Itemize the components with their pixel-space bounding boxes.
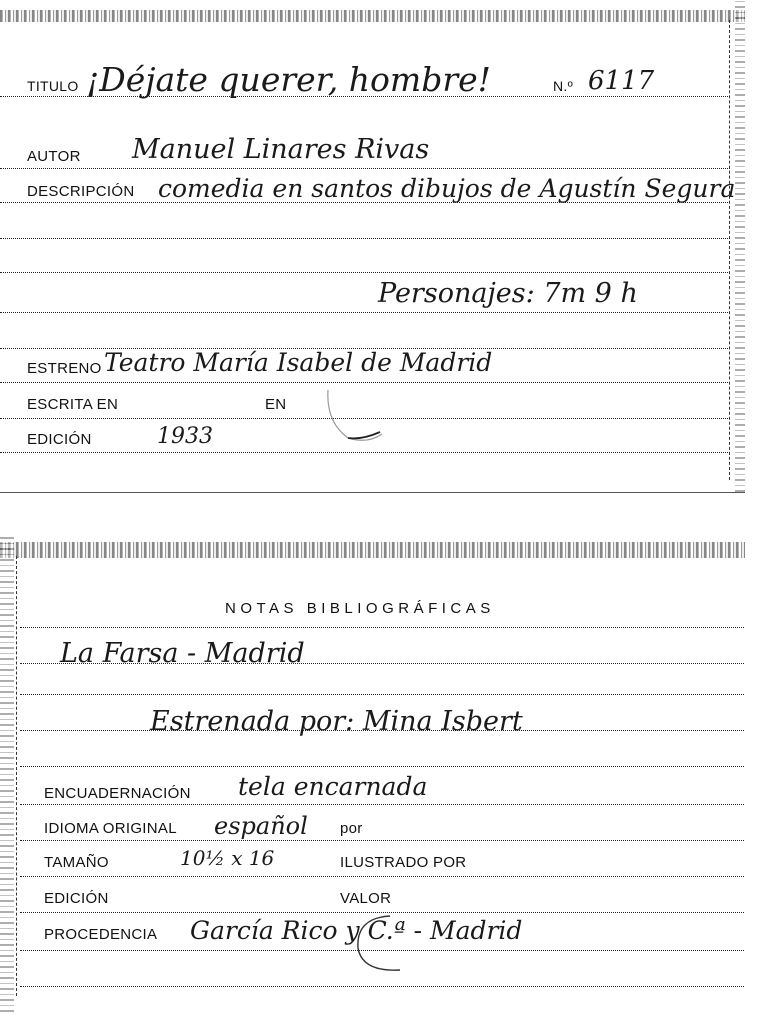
procedencia-label: PROCEDENCIA (44, 926, 158, 943)
valor-label: VALOR (340, 890, 392, 907)
idioma-label: IDIOMA ORIGINAL (44, 820, 177, 837)
idioma-line (20, 840, 744, 841)
titulo-value: ¡Déjate querer, hombre! (86, 60, 491, 99)
autor-value: Manuel Linares Rivas (132, 134, 430, 165)
idioma-por-label: por (340, 820, 363, 837)
catalog-card-front (0, 0, 745, 493)
edicion-value: 1933 (157, 424, 213, 449)
edicion-label-2: EDICIÓN (44, 890, 109, 907)
notes-line-1 (20, 627, 744, 628)
encuadernacion-label: ENCUADERNACIÓN (44, 785, 191, 802)
descripcion-line-2 (0, 238, 730, 239)
escrita-en-label: ESCRITA EN (27, 396, 119, 413)
tamano-label: TAMAÑO (44, 854, 109, 871)
idioma-value: español (214, 812, 308, 840)
notes-line-3 (20, 694, 744, 695)
edicion-line (0, 452, 730, 453)
titulo-label: TITULO (27, 78, 79, 94)
titulo-line (0, 96, 730, 97)
numero-value: 6117 (588, 66, 655, 96)
card-left-rule (16, 556, 17, 996)
estreno-value: Teatro María Isabel de Madrid (104, 348, 493, 377)
ink-mark (318, 382, 398, 450)
descripcion-line-1 (0, 202, 730, 203)
escrita-en-label-2: EN (265, 396, 287, 413)
descripcion-line-4 (0, 312, 730, 313)
ink-mark-2 (350, 908, 430, 978)
card-top-edge-texture (0, 542, 745, 558)
descripcion-line-3 (0, 272, 730, 273)
numero-label: N.º (553, 78, 574, 94)
estreno-label: ESTRENO (27, 360, 102, 377)
ilustrado-por-label: ILUSTRADO POR (340, 854, 467, 871)
tamano-value: 10½ x 16 (180, 846, 275, 870)
card-top-edge-texture (0, 10, 745, 22)
encuadernacion-line (20, 804, 744, 805)
procedencia-value: García Rico y C.ª - Madrid (190, 916, 523, 945)
descripcion-label: DESCRIPCIÓN (27, 183, 135, 200)
personajes-value: Personajes: 7m 9 h (378, 278, 638, 309)
autor-label: AUTOR (27, 148, 81, 165)
card-left-edge-texture (0, 536, 14, 1012)
notes-line-5 (20, 766, 744, 767)
encuadernacion-value: tela encarnada (238, 772, 428, 801)
descripcion-value: comedia en santos dibujos de Agustín Segura (158, 174, 736, 203)
note-1: La Farsa - Madrid (60, 638, 305, 669)
autor-line (0, 168, 730, 169)
tamano-line (20, 876, 744, 877)
edicion-label: EDICIÓN (27, 431, 92, 448)
notas-heading: NOTAS BIBLIOGRÁFICAS (225, 600, 495, 617)
note-2: Estrenada por: Mina Isbert (150, 706, 523, 737)
card-right-edge-texture (735, 0, 745, 492)
card-right-rule (729, 20, 730, 480)
bottom-line (20, 986, 744, 987)
